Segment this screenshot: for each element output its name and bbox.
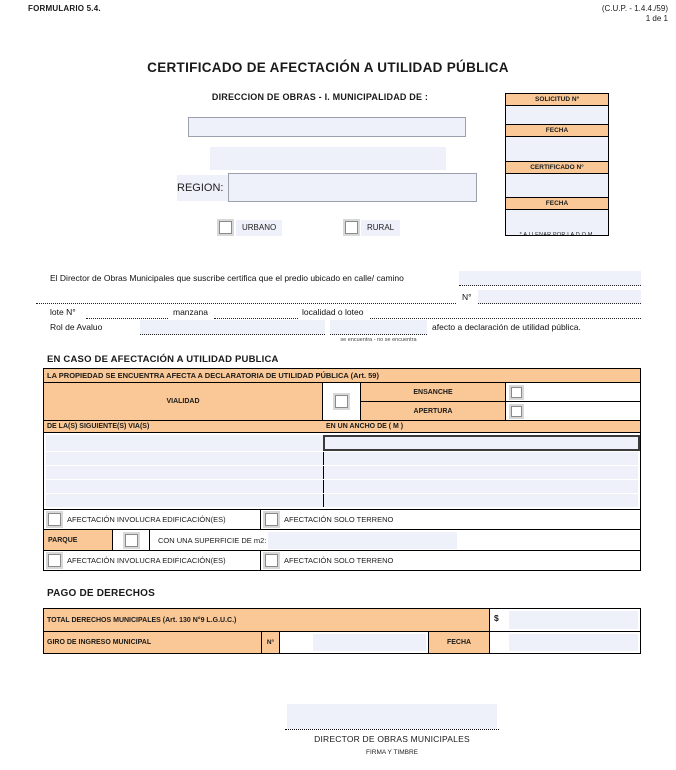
via-name-input-1[interactable]: [46, 435, 323, 451]
ensanche-checkbox-cell: [506, 383, 640, 401]
numero-field[interactable]: [478, 290, 641, 304]
page-title: CERTIFICADO DE AFECTACIÓN A UTILIDAD PÚBLICA: [147, 60, 509, 75]
parque-terreno-checkbox[interactable]: [265, 554, 278, 567]
via-row-3: [46, 466, 638, 479]
currency-symbol: $: [494, 613, 499, 623]
parque-row: [44, 529, 640, 550]
via-name-input-2[interactable]: [46, 452, 323, 465]
parque-terreno-label: AFECTACIÓN SOLO TERRENO: [284, 556, 394, 565]
parque-checkbox[interactable]: [125, 534, 138, 547]
giro-row: [44, 631, 640, 653]
vialidad-terreno-cell: [261, 510, 640, 529]
afectacion-table: [43, 368, 641, 571]
superficie-label: CON UNA SUPERFICIE DE m2:: [158, 535, 267, 545]
via-name-input-5[interactable]: [46, 494, 323, 507]
giro-fecha-input[interactable]: [509, 634, 638, 651]
vialidad-edificacion-cell: [44, 510, 261, 529]
vialidad-edificacion-label: AFECTACIÓN INVOLUCRA EDIFICACIÓN(ES): [67, 515, 226, 524]
parque-terreno-cell: [261, 551, 640, 570]
via-name-input-4[interactable]: [46, 480, 323, 493]
total-derechos-row: [44, 609, 640, 631]
ensanche-label: ENSANCHE: [361, 383, 506, 401]
signature-line: [285, 728, 499, 730]
lote-label: lote N°: [50, 307, 76, 317]
localidad-label: localidad o loteo: [302, 307, 364, 317]
apertura-row: [361, 402, 640, 420]
ensanche-row: [361, 383, 640, 402]
total-derechos-label: TOTAL DERECHOS MUNICIPALES (Art. 130 N°9 L.G.U.C.): [44, 609, 490, 631]
giro-label: GIRO DE INGRESO MUNICIPAL: [44, 632, 262, 653]
vialidad-edificacion-checkbox[interactable]: [48, 513, 61, 526]
vialidad-label: VIALIDAD: [44, 383, 323, 420]
total-amount-cell: [490, 609, 640, 631]
localidad-field[interactable]: [370, 305, 641, 319]
vialidad-afectacion-type-row: [44, 509, 640, 529]
signature-input[interactable]: [287, 704, 497, 729]
giro-fecha-cell: [490, 632, 640, 653]
manzana-label: manzana: [173, 307, 208, 317]
region-label: REGION:: [177, 175, 228, 201]
parque-afectacion-type-row: [44, 550, 640, 570]
certificado-number-header: CERTIFICADO N°: [506, 162, 608, 174]
via-row-4: [46, 480, 638, 493]
municipality-input[interactable]: [188, 117, 466, 137]
giro-numero-cell: [280, 632, 429, 653]
giro-numero-input[interactable]: [313, 634, 426, 651]
pago-table: [43, 608, 641, 654]
encuentra-field[interactable]: [330, 320, 427, 335]
superficie-input[interactable]: [268, 532, 457, 549]
giro-numero-label: N°: [262, 632, 280, 653]
page-indicator: 1 de 1: [645, 14, 668, 23]
apertura-label: APERTURA: [361, 402, 506, 420]
solicitud-number-field[interactable]: [506, 106, 608, 125]
total-amount-input[interactable]: [509, 611, 638, 629]
pago-section-title: PAGO DE DERECHOS: [47, 588, 156, 599]
region-input[interactable]: [228, 173, 477, 202]
municipality-subtitle: DIRECCION DE OBRAS - I. MUNICIPALIDAD DE :: [211, 92, 429, 102]
fecha-header-1: FECHA: [506, 125, 608, 137]
afecto-text: afecto a declaración de utilidad pública.: [432, 322, 581, 332]
via-row-2: [46, 452, 638, 465]
via-row-5: [46, 494, 638, 507]
parque-label: PARQUE: [44, 530, 113, 550]
certificado-number-field[interactable]: [506, 174, 608, 198]
via-rows: [44, 433, 640, 509]
vialidad-options: [361, 383, 640, 420]
vialidad-checkbox[interactable]: [335, 395, 348, 408]
fecha-header-2: FECHA: [506, 198, 608, 210]
via-width-input-3[interactable]: [323, 466, 638, 479]
municipality-fill-field[interactable]: [210, 147, 446, 170]
parque-edificacion-cell: [44, 551, 261, 570]
director-label: DIRECTOR DE OBRAS MUNICIPALES: [314, 734, 470, 744]
rural-label: RURAL: [361, 220, 400, 236]
via-width-input-4[interactable]: [323, 480, 638, 493]
afectacion-table-header: LA PROPIEDAD SE ENCUENTRA AFECTA A DECLARATORIA DE UTILIDAD PÚBLICA (Art. 59): [44, 369, 640, 383]
via-width-input-1[interactable]: [323, 435, 640, 451]
urbano-label: URBANO: [236, 220, 282, 236]
solicitud-box: [505, 93, 609, 236]
calle-continuation-field[interactable]: [36, 290, 456, 304]
vias-header: DE LA(S) SIGUIENTE(S) VIA(S): [47, 423, 150, 430]
via-row-1: [46, 435, 640, 451]
parque-edificacion-label: AFECTACIÓN INVOLUCRA EDIFICACIÓN(ES): [67, 556, 226, 565]
dom-footnote: * A LLENAR POR LA D.O.M.: [519, 232, 595, 238]
vialidad-checkbox-cell: [323, 383, 361, 420]
encuentra-caption: se encuentra - no se encuentra: [340, 337, 417, 343]
via-width-input-2[interactable]: [323, 452, 638, 465]
apertura-checkbox[interactable]: [511, 406, 522, 417]
vialidad-terreno-label: AFECTACIÓN SOLO TERRENO: [284, 515, 394, 524]
cup-reference-block: [602, 4, 668, 24]
apertura-checkbox-cell: [506, 402, 640, 420]
lote-field[interactable]: [86, 305, 168, 319]
calle-field[interactable]: [459, 271, 641, 286]
parque-edificacion-checkbox[interactable]: [48, 554, 61, 567]
via-name-input-3[interactable]: [46, 466, 323, 479]
certification-line1: El Director de Obras Municipales que suscribe certifica que el predio ubicado en calle/ camino: [50, 273, 404, 283]
afectacion-section-title: EN CASO DE AFECTACIÓN A UTILIDAD PUBLICA: [47, 354, 279, 365]
vialidad-terreno-checkbox[interactable]: [265, 513, 278, 526]
rol-avaluo-field[interactable]: [140, 320, 325, 335]
ensanche-checkbox[interactable]: [511, 387, 522, 398]
giro-fecha-label: FECHA: [429, 632, 490, 653]
fecha-field-1[interactable]: [506, 137, 608, 162]
rural-checkbox[interactable]: [345, 221, 358, 234]
parque-checkbox-cell: [113, 530, 150, 550]
solicitud-number-header: SOLICITUD Nº: [506, 94, 608, 106]
firma-timbre-label: FIRMA Y TIMBRE: [365, 749, 418, 756]
ancho-header: EN UN ANCHO DE ( M ): [326, 423, 404, 430]
form-number: FORMULARIO 5.4.: [28, 4, 101, 13]
vias-header-row: [44, 421, 640, 433]
rol-avaluo-label: Rol de Avaluo: [50, 322, 103, 332]
cup-reference: (C.U.P. - 1.4.4./59): [601, 4, 668, 13]
urbano-checkbox[interactable]: [219, 221, 232, 234]
via-width-input-5[interactable]: [323, 494, 638, 507]
manzana-field[interactable]: [214, 305, 298, 319]
vialidad-row: [44, 383, 640, 421]
numero-label: N°: [462, 292, 472, 302]
